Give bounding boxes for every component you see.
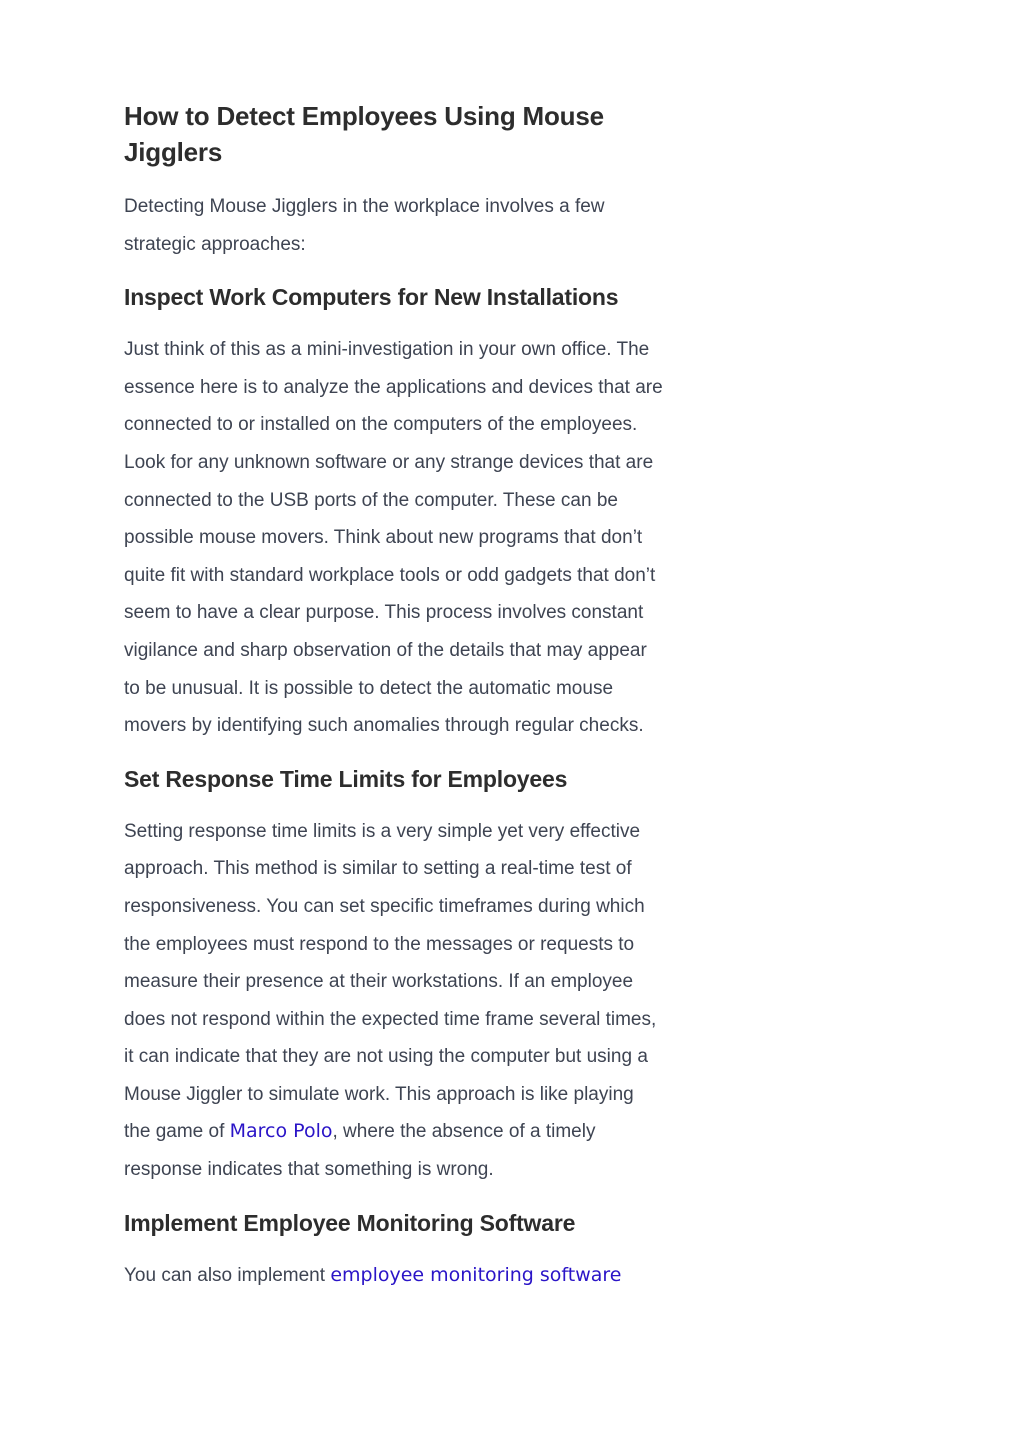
article	[124, 98, 664, 1312]
section-body-response-time	[124, 813, 664, 1189]
marco-polo-link[interactable]: Marco Polo	[229, 1120, 333, 1143]
section-body-inspect-computers: Just think of this as a mini-investigation in your own office. The essence here is to analyze the applications and devices that are connected to or installed on the computers of the employees. Look for any unknown software or any strange devices that are connected to the USB ports of the computer. These can be possible mouse movers. Think about new programs that don’t quite fit with standard workplace tools or odd gadgets that don’t seem to have a clear purpose. This process involves constant vigilance and sharp observation of the details that may appear to be unusual. It is possible to detect the automatic mouse movers by identifying such anomalies through regular checks.	[124, 339, 663, 737]
article-intro: Detecting Mouse Jigglers in the workplace involves a few strategic approaches:	[124, 196, 605, 255]
section-heading-inspect-computers: Inspect Work Computers for New Installations	[124, 284, 619, 311]
section-heading-response-time: Set Response Time Limits for Employees	[124, 765, 568, 792]
section-body-monitoring-software	[124, 1257, 664, 1295]
response-time-text-after-link: , where the absence of a timely response indicates that something is wrong.	[124, 1121, 596, 1181]
monitoring-text-before-link: You can also implement	[124, 1264, 331, 1286]
response-time-text-before-link: Setting response time limits is a very simple yet very effective approach. This method is similar to setting a real-time test of responsiveness. You can set specific timeframes during which the employees must respond to the messages or requests to measure their presence at their workstations. If an employee does not respond within the expected time frame several times, it can indicate that they are not using the computer but using a Mouse Jiggler to simulate work. This approach is like playing the game of	[124, 820, 657, 1143]
section-heading-monitoring-software: Implement Employee Monitoring Software	[124, 1209, 576, 1236]
article-title: How to Detect Employees Using Mouse Jigglers	[124, 101, 604, 167]
employee-monitoring-software-link[interactable]: employee monitoring software	[330, 1263, 622, 1286]
